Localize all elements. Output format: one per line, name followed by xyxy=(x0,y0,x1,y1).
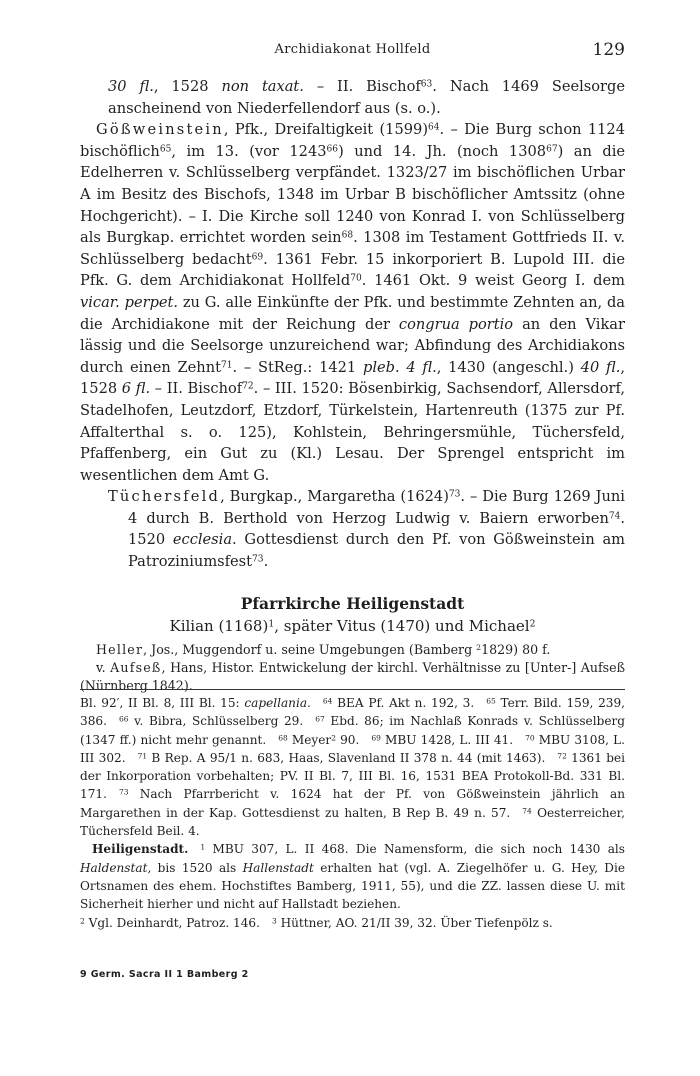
text-italic: 40 fl. xyxy=(580,358,621,376)
footnotes xyxy=(80,694,625,932)
footnote-text: 1361 bei der Inkorporation vorbehalten; PV. II Bl. 7, III Bl. 16, 1531 BEA Protokoll-Bd. 331 Bl. 171. xyxy=(80,750,626,802)
footnote-ref: 2 xyxy=(529,618,536,630)
text-italic: Hallenstadt xyxy=(242,860,314,875)
text-italic: congrua portio xyxy=(398,315,514,333)
footnote-number: 64 xyxy=(322,696,333,706)
text: , im 13. (vor 1243 xyxy=(171,142,327,160)
text: Kilian (1168) xyxy=(169,616,269,635)
text: . 1461 Okt. 9 weist Georg I. dem xyxy=(361,272,625,290)
footnote-number: 70 xyxy=(525,732,535,742)
footnote-number: 74 xyxy=(522,806,532,816)
text-italic: vicar. perpet. xyxy=(80,293,179,311)
footnote-text: , bis 1520 als xyxy=(147,860,243,875)
footnote-text: erhalten hat (vgl. A. Ziegelhöfer u. G. Hey, Die Ortsnamen des ehem. Hochstiftes Bamberg, 1911, 55), und die ZZ. lassen diese U. mit Sicherheit hierher und nicht auf Hallstadt beziehen. xyxy=(80,860,625,912)
text-italic: ecclesia xyxy=(172,531,233,549)
footnote-text: Ebd. 86; im Nachlaß Konrads v. Schlüsselberg (1347 ff.) nicht mehr genannt. xyxy=(80,714,625,747)
footnote-ref: 73 xyxy=(448,489,461,500)
footnote-text: Oesterreicher, Tüchersfeld Beil. 4. xyxy=(80,805,625,839)
footnote-ref: 67 xyxy=(546,144,558,155)
footnote-divider xyxy=(80,689,625,690)
text: . xyxy=(263,553,269,571)
footnote-ref: 69 xyxy=(251,252,264,263)
text: , 1528 xyxy=(80,358,625,398)
footnote-number: 72 xyxy=(557,751,567,761)
edition-number: 2 xyxy=(331,732,336,742)
footnote-text: Terr. Bild. 159, 239, 386. xyxy=(80,696,626,729)
text: . – III. 1520: Bösenbirkig, Sachsendorf, Allersdorf, Stadelhofen, Leutzdorf, Etzdorf, Türkelstein, Hartenreuth (1375 zur Pf. Affalterthal s. o. 125), Kohlstein, Behringersmühle, Tüchersfeld, Pfaffenberg, ein Gut zu (Kl.) Lesau. Der Sprengel entspricht im wesentlichen dem Amt G. xyxy=(80,380,626,484)
footnote-text: Vgl. Deinhardt, Patroz. 146. xyxy=(84,915,260,930)
text: . – Die Burg 1269 Juni 4 durch B. Berthold von Herzog Ludwig v. Baiern erworben xyxy=(128,488,625,527)
literature-entry xyxy=(80,659,625,696)
section-subheading xyxy=(80,615,625,637)
text: . – Die Burg schon 1124 bischöflich xyxy=(80,121,626,160)
text: . xyxy=(307,696,311,710)
text: – II. Bischof xyxy=(303,78,421,95)
footnote-number: 3 xyxy=(271,915,277,925)
running-title: Archidiakonat Hollfeld xyxy=(274,42,431,57)
footnote-number: 69 xyxy=(371,732,381,742)
footnote-text: 90. xyxy=(335,732,360,747)
footnote-ref: 71 xyxy=(220,360,233,371)
footnote-number: 1 xyxy=(200,842,206,852)
signature-line: 9 Germ. Sacra II 1 Bamberg 2 xyxy=(80,969,249,980)
literature-entry xyxy=(80,641,625,659)
text: , 1430 (angeschl.) xyxy=(436,358,581,376)
text: , Pfk., Dreifaltigkeit (1599) xyxy=(223,121,429,139)
footnote-ref: 64 xyxy=(428,122,440,133)
footnote-number: 65 xyxy=(486,696,496,706)
footnote-text: BEA Pf. Akt n. 192, 3. xyxy=(332,696,475,710)
footnote-text: Nach Pfarrbericht v. 1624 hat der Pf. von Gößweinstein jährlich an Margarethen in der Kap. Gottesdienst zu halten, B Rep B. 49 n. 57. xyxy=(80,787,625,820)
footnote-ref: 63 xyxy=(420,79,433,90)
text-italic: Haldenstat xyxy=(80,860,148,875)
footnote-block xyxy=(80,694,625,840)
paragraph-tuechersfeld xyxy=(80,486,625,572)
footnote-text: MBU 307, L. II 468. Die Namensform, die sich noch 1430 als xyxy=(205,842,625,857)
footnote-text: v. Bibra, Schlüsselberg 29. xyxy=(128,714,304,729)
text: . 1520 xyxy=(128,509,625,549)
text: . 1308 im Testament Gottfrieds II. v. Schlüsselberg bedacht xyxy=(80,229,626,268)
text: an den Vikar lässig und die Seelsorge unzureichend war; Abfindung des Archidiakons durch einen Zehnt xyxy=(80,315,625,376)
footnote-number: 71 xyxy=(137,751,148,761)
paragraph-goessweinstein xyxy=(80,119,625,486)
footnote-text: Hüttner, AO. 21/II 39, 32. Über Tiefenpölz s. xyxy=(276,915,553,930)
footnote-block-heiligenstadt xyxy=(80,840,625,913)
text: zu G. alle Einkünfte der Pfk. und bestimmte Zehnten an, da die Archidiakone mit der Reichung der xyxy=(80,293,625,333)
author-name: Aufseß xyxy=(110,660,162,676)
text: , Jos., Muggendorf u. seine Umgebungen (Bamberg xyxy=(143,641,477,657)
footnote-text: MBU 1428, L. III 41. xyxy=(380,732,514,747)
text: – II. Bischof xyxy=(150,380,243,398)
text: v. xyxy=(96,660,111,676)
text: ) an die Edelherren v. Schlüsselberg verpfändet. 1323/27 im bischöflichen Urbar A im Besitz des Bischofs, 1348 im Urbar B bischöflicher Amtssitz (ohne Hochgericht). – I. Die Kirche soll 1240 von Konrad I. von Schlüsselberg als Burgkap. errichtet worden sein xyxy=(80,142,626,247)
footnote-ref: 1 xyxy=(268,618,275,630)
footnote-ref: 66 xyxy=(326,144,339,155)
paragraph-continuation xyxy=(80,76,625,119)
text-italic: non taxat. xyxy=(221,78,304,95)
running-head xyxy=(80,42,625,66)
footnote-ref: 73 xyxy=(252,554,264,565)
footnote-number: 2 xyxy=(80,915,85,925)
footnote-number: 68 xyxy=(278,732,288,742)
text-italic: pleb. 4 fl. xyxy=(362,358,437,376)
footnote-ref: 72 xyxy=(242,381,254,392)
text-italic: 6 fl. xyxy=(121,380,151,398)
edition-number: 2 xyxy=(476,642,482,652)
text-italic: capellania xyxy=(244,696,308,710)
footnote-ref: 70 xyxy=(350,273,362,284)
footnote-text: Meyer xyxy=(287,732,332,747)
section-heading: Pfarrkirche Heiligenstadt xyxy=(240,593,465,613)
footnote-block xyxy=(80,914,625,932)
footnote-text: B Rep. A 95/1 n. 683, Haas, Slavenland II 378 n. 44 (mit 1463). xyxy=(147,750,546,765)
footnote-ref: 74 xyxy=(608,511,621,522)
text: . Gottesdienst durch den Pf. von Gößweinstein am Patroziniumsfest xyxy=(128,531,625,571)
text: , Burgkap., Margaretha (1624) xyxy=(220,488,449,506)
footnote-ref: 65 xyxy=(159,144,172,155)
page-number: 129 xyxy=(592,40,625,60)
text: , später Vitus (1470) und Michael xyxy=(274,616,530,635)
footnote-number: 73 xyxy=(118,787,129,797)
text: , Hans, Histor. Entwickelung der kirchl. Verhältnisse zu [Unter-] Aufseß (Nürnberg 1842). xyxy=(80,660,625,694)
literature-list xyxy=(80,641,625,696)
text: . Nach 1469 Seelsorge anscheinend von Niederfellendorf aus (s. o.). xyxy=(108,78,625,117)
text: ) und 14. Jh. (noch 1308 xyxy=(338,142,547,160)
footnote-text: MBU 3108, L. III 302. xyxy=(80,732,625,765)
text: , 1528 xyxy=(153,78,222,95)
text: Bl. 92′, II Bl. 8, III Bl. 15: xyxy=(80,696,245,710)
text-italic: 30 fl. xyxy=(108,78,154,95)
place-name: Gößweinstein xyxy=(96,121,224,139)
text: . – StReg.: 1421 xyxy=(232,358,363,376)
footnote-number: 67 xyxy=(315,714,325,724)
text: 1829) 80 f. xyxy=(481,641,551,657)
author-name: Heller xyxy=(96,641,144,657)
main-text xyxy=(80,76,625,696)
footnote-section-title: Heiligenstadt. xyxy=(92,842,189,857)
footnote-number: 66 xyxy=(118,714,129,724)
footnote-ref: 68 xyxy=(341,230,354,241)
text: . 1361 Febr. 15 inkorporiert B. Lupold III. die Pfk. G. dem Archidiakonat Hollfeld xyxy=(80,250,625,290)
place-name: Tüchersfeld xyxy=(108,488,221,506)
